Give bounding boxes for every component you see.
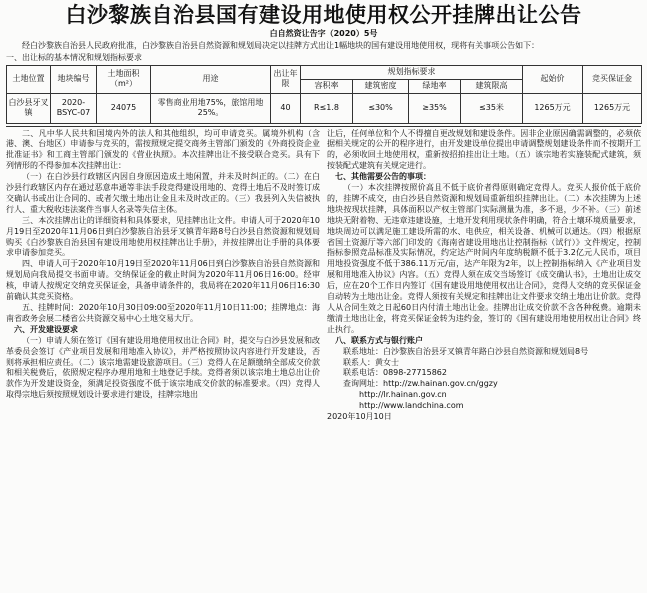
body-columns [6, 126, 641, 423]
section-6-heading: 六、开发建设要求 [14, 324, 78, 334]
contact-person: 联系人：黄女士 [343, 357, 399, 367]
cell-land-area: 24075 [97, 93, 151, 123]
header-green-ratio: 绿地率 [409, 79, 461, 93]
intro-paragraph: 经白沙黎族自治县人民政府批准，白沙黎族自治县自然资源和规划局决定以挂牌方式出让1幅地块的国有建设用地使用权，现将有关事项公告如下： [22, 41, 540, 50]
query-url-1[interactable]: 查询网址：http://zw.hainan.gov.cn/ggzy [343, 379, 498, 389]
query-url-2[interactable]: http://lr.hainan.gov.cn [359, 390, 447, 400]
contact-address: 联系地址：白沙黎族自治县牙叉镇青年路白沙县自然资源和规划局8号 [343, 346, 589, 356]
cell-land-location: 白沙县牙叉镇 [7, 93, 51, 123]
section-2-exclusions: （一）在白沙县行政辖区内因自身原因造成土地闲置，并未及时纠正的。（二）在白沙县行政辖区内存在通过恶意串通等非法手段竞得建设用地的、竞得土地后不及时签订成交确认书或出让合同的、或者欠缴土地出让金且未及时改正的。（三）我县列入失信被执行人、重大税收违法案件当事人名录等失信主体。 [6, 172, 320, 214]
cell-deposit: 1265万元 [583, 93, 642, 123]
section-5-listing-time: 五、挂牌时间：2020年10月30日09:00至2020年11月10日11:00；挂牌地点：海南省政务会展二楼省公共资源交易中心土地交易大厅。 [6, 303, 320, 323]
query-url-3[interactable]: http://www.landchina.com [359, 401, 464, 411]
cell-floor-area-ratio: R≤1.8 [301, 93, 353, 123]
header-starting-price: 起始价 [523, 65, 583, 93]
announcement-date: 2020年10月10日 [327, 412, 392, 422]
section-7-heading: 七、其他需要公告的事项： [335, 172, 431, 182]
section-7-matters: （一）本次挂牌按照价高且不低于底价者得原则确定竞得人。竞买人报价低于底价的，挂牌不成交，由白沙县自然资源和规划局重新组织挂牌出让。（二）本次挂牌为上述地块按现状挂牌，具体面积以产权主管部门实际测量为准，多不退，少不补。（三）前述地块无附着物、无违章违建设施，土地开发利用现状条件明确，符合土壤环境质量要求，地块周边可以满足施工建设所需的水、电供应，相关设备、机械可以通达。（四）根据原省国土资源厅等六部门印发的《海南省建设用地出让控制指标（试行）》文件规定，控制指标参照竞品标准及实际情况，约定达产时间内年度纳税额不低于3.2亿元人民币，项目用地投资强度不低于386.11万元/亩，达产年限为2年，以上控制指标纳入《产业项目发展和用地准入协议》内容。（五）竞得人须在成交当场签订《成交确认书》，土地出让成交后，应在20个工作日内签订《国有建设用地使用权出让合同》，竞得人交纳的竞买保证金自动转为土地出让金。竞得人须按有关规定和挂牌出让文件要求交纳土地出让价款。竞得人从合同生效之日起60日内付清土地出让金。挂牌出让成交价款不含各种税费。逾期未缴清土地出让金，将竞买保证金转为违约金，签订的《国有建设用地使用权出让合同》终止执行。 [327, 183, 641, 334]
left-column [6, 129, 320, 423]
header-floor-area-ratio: 容积率 [301, 79, 353, 93]
header-parcel-id: 地块编号 [51, 65, 97, 93]
section-1-heading: 一、出让标的基本情况和规划指标要求 [6, 52, 142, 62]
cell-green-ratio: ≥35% [409, 93, 461, 123]
parcel-table [6, 65, 642, 124]
announcement-title: 白沙黎族自治县国有建设用地使用权公开挂牌出让公告 [65, 3, 582, 27]
cell-starting-price: 1265万元 [523, 93, 583, 123]
cell-use: 零售商业用地75%，旅馆用地25%。 [151, 93, 271, 123]
header-lease-years: 出让年限 [271, 65, 301, 93]
header-deposit: 竞买保证金 [583, 65, 642, 93]
section-2-eligibility: 二、凡中华人民共和国境内外的法人和其他组织，均可申请竞买。属境外机构（含港、澳、台地区）申请参与竞买的，需按照规定提交商务主管部门颁发的《外商投资企业批准证书》和工商主管部门颁发的《营业执照》。本次挂牌出让不接受联合竞买。具有下列情形的不得参加本次挂牌出让： [6, 128, 320, 171]
contact-phone: 联系电话：0898-27715862 [343, 368, 447, 378]
header-land-location: 土地位置 [7, 65, 51, 93]
document-number: 白自然资让告字（2020）5号 [269, 29, 378, 38]
header-planning-requirements: 规划指标要求 [301, 65, 523, 79]
cell-building-density: ≤30% [353, 93, 409, 123]
section-6-requirements: （一）申请人须在签订《国有建设用地使用权出让合同》时，提交与白沙县发展和改革委员会签订《产业项目发展和用地准入协议》，并严格按照协议内容进行开发建设，否则将承担相应责任。（二）该宗地需建设旅游项目。（三）竞得人在足额缴纳全部成交价款和相关税费后，依照规定程序办理用地和土地登记手续。竞得者须以该宗地土地总出让价款作为开发建设资金，须满足投资强度不低于该宗地成交价款的标准要求。（四）竞得人取得宗地后须按照规划设计要求进行建设，挂牌宗地出 [6, 335, 320, 400]
cell-parcel-id: 2020-BSYC-07 [51, 93, 97, 123]
section-8-heading: 八、联系方式与银行账户 [335, 335, 423, 345]
header-land-area: 土地面积（m²） [97, 65, 151, 93]
section-4-application: 四、申请人可于2020年10月19日至2020年11月06日到白沙黎族自治县自然资源和规划局向我局提交书面申请。交纳保证金的截止时间为2020年11月06日16:00。经审核，申请人按规定交纳竞买保证金，具备申请条件的，我局将在2020年11月06日16:30前确认其竞买资格。 [6, 259, 320, 302]
section-6-continued: 让后，任何单位和个人不得擅自更改规划和建设条件。因非企业原因确需调整的，必须依据相关规定的公开的程序进行，由开发建设单位提出申请调整规划建设条件而不按期开工的，必须收回土地使用权，重新按招拍挂出让土地。（五）该宗地若实施装配式建筑，须按装配式建筑有关规定进行。 [327, 128, 641, 171]
header-use: 用途 [151, 65, 271, 93]
header-building-density: 建筑密度 [353, 79, 409, 93]
section-3-documents: 三、本次挂牌出让的详细资料和具体要求，见挂牌出让文件。申请人可于2020年10月19日至2020年11月06日到白沙黎族自治县牙叉镇青年路8号白沙县自然资源和规划局购买《白沙黎族自治县国有建设用地使用权挂牌出让手册》，并按挂牌出让手册的具体要求申请参加竞买。 [6, 215, 320, 258]
header-height-limit: 建筑限高 [461, 79, 523, 93]
right-column [327, 129, 641, 423]
cell-height-limit: ≤35米 [461, 93, 523, 123]
cell-lease-years: 40 [271, 93, 301, 123]
